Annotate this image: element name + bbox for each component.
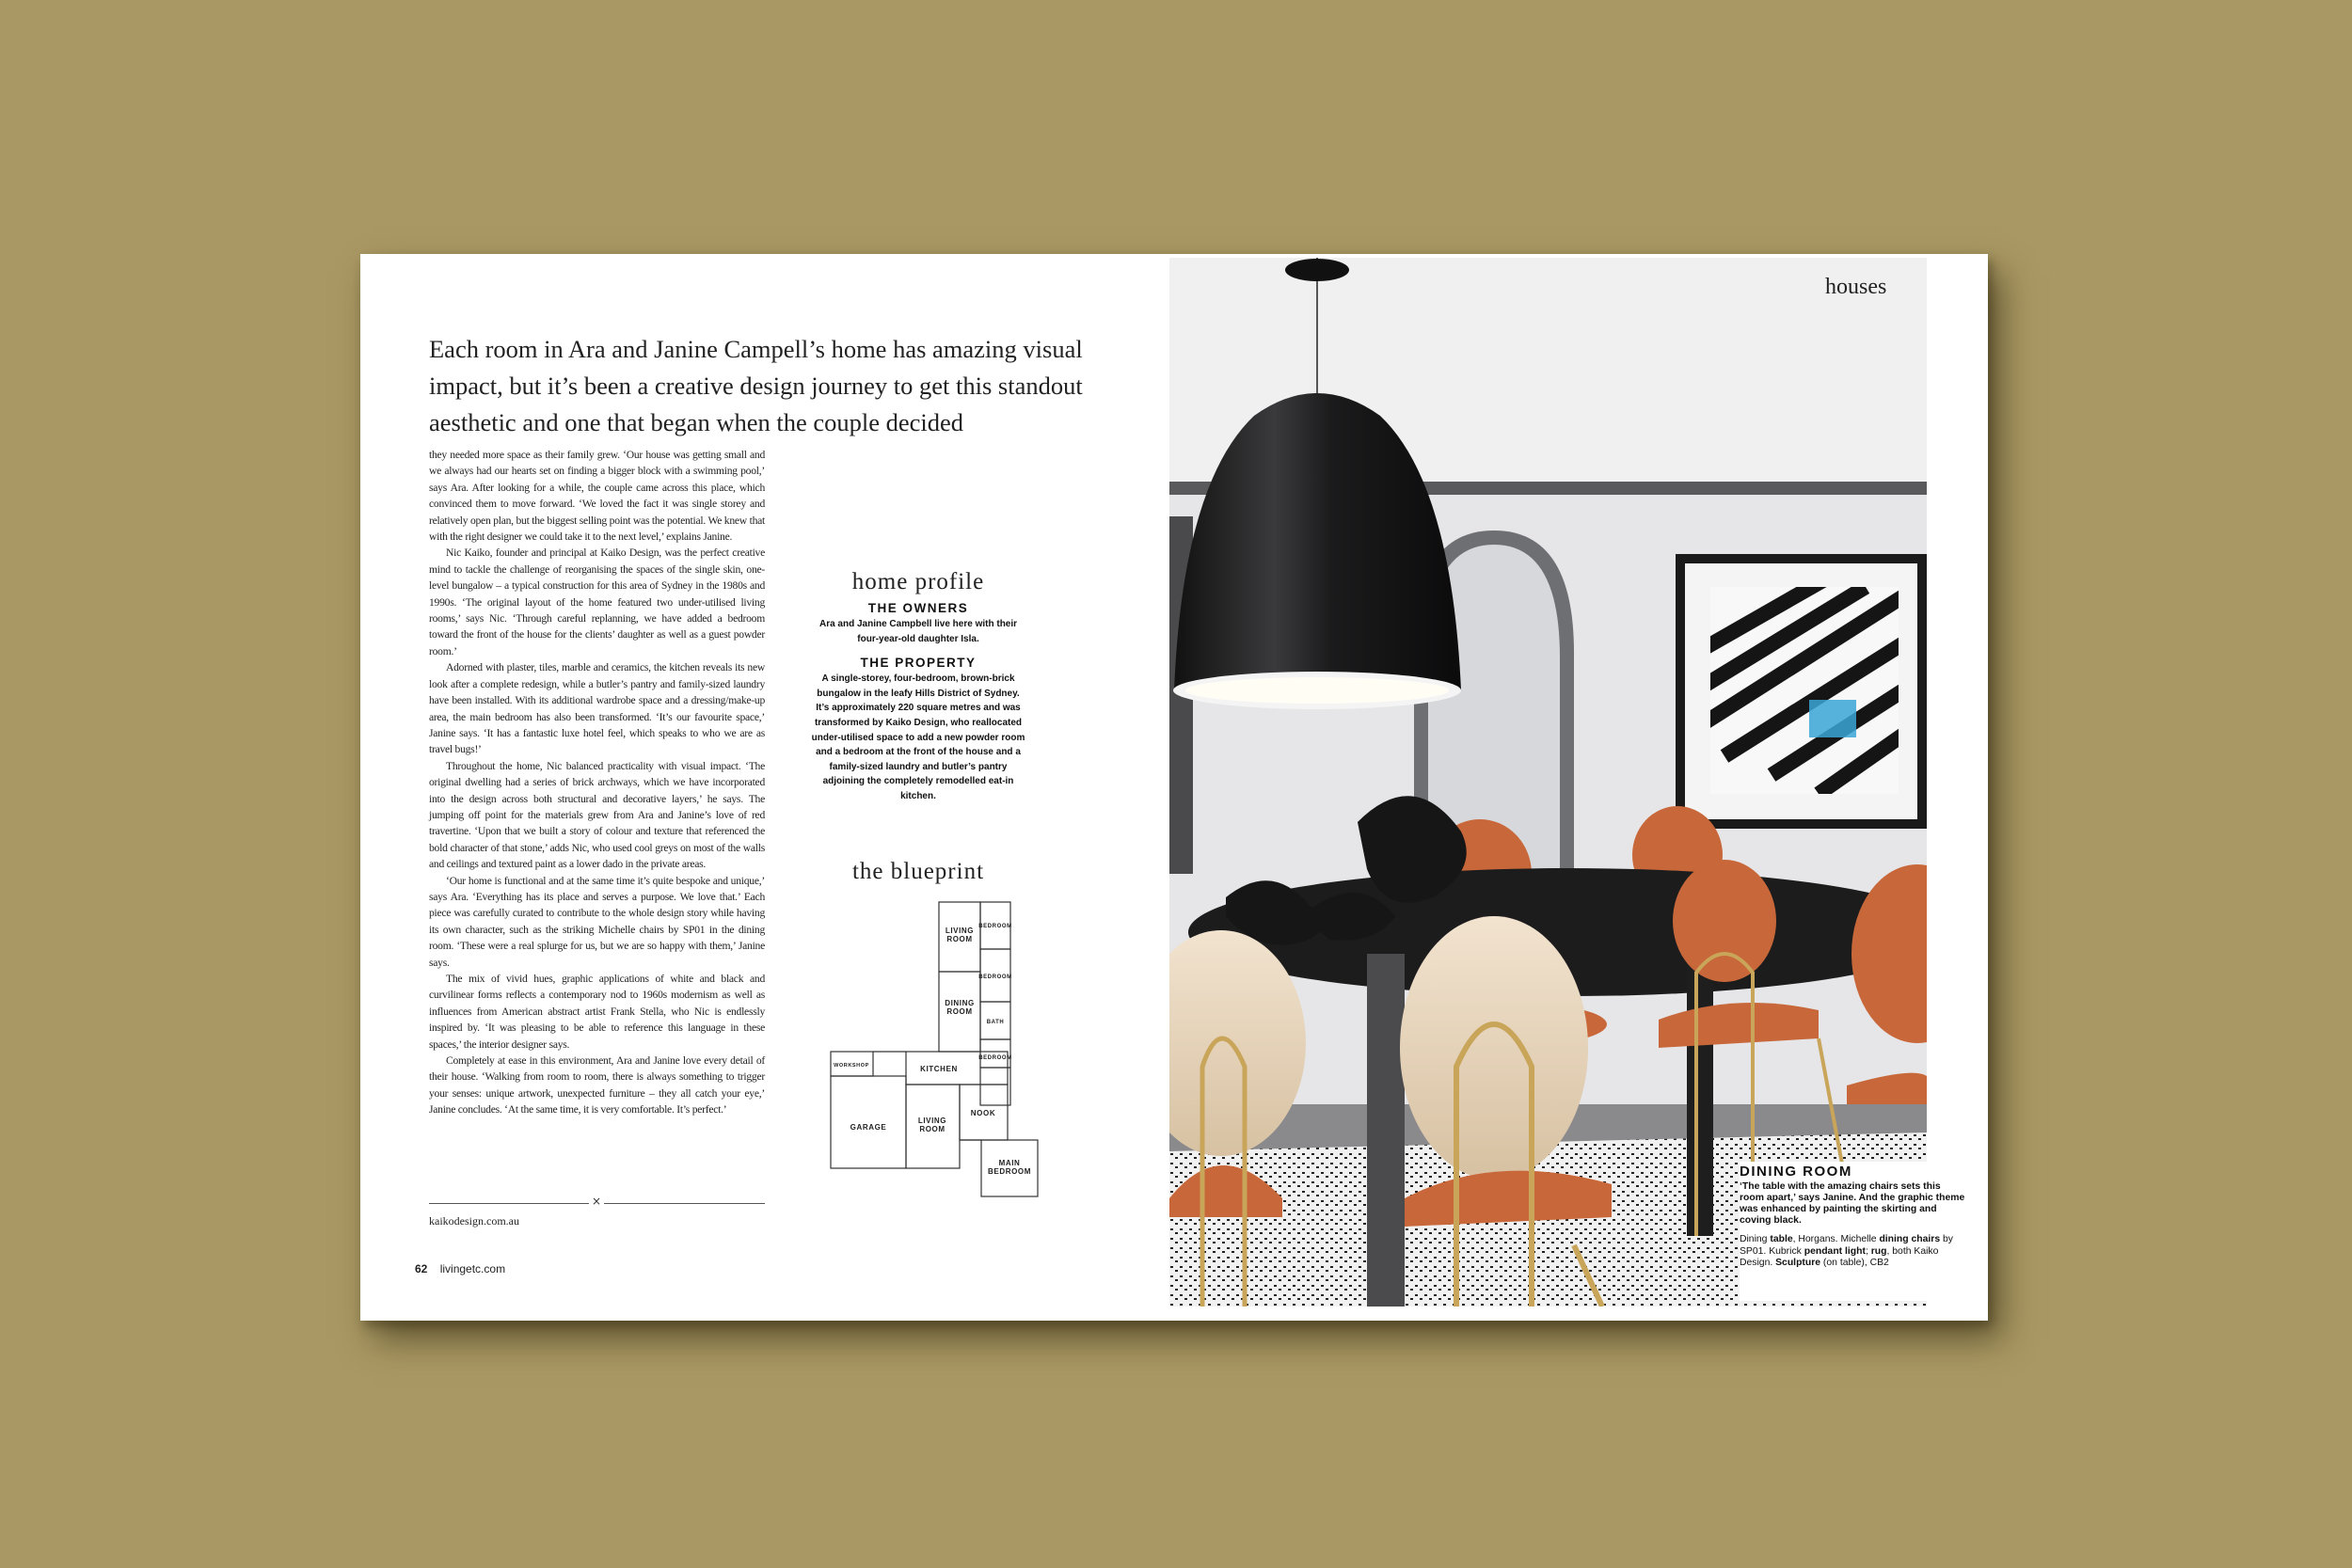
fp-label-nook: NOOK	[970, 1109, 996, 1117]
fp-label-bath: BATH	[986, 1020, 1005, 1025]
magazine-website[interactable]: livingetc.com	[439, 1262, 506, 1275]
intro-paragraph: Each room in Ara and Janine Campell’s home has amazing visual impact, but it’s been a creative design journey to get this standout aesthetic and one that began when the couple decided	[429, 335, 1083, 436]
credit-segment: , Horgans. Michelle	[1792, 1234, 1880, 1244]
credit-segment: table	[1770, 1234, 1793, 1244]
credit-segment: by SP01. Kubrick	[1740, 1234, 1953, 1257]
credit-segment: , both Kaiko Design.	[1740, 1245, 1939, 1269]
photo-caption	[1740, 1164, 1965, 1270]
credit-segment: pendant light	[1804, 1245, 1866, 1257]
credit-segment: rug	[1870, 1245, 1887, 1257]
body-paragraph: Throughout the home, Nic balanced practicality with visual impact. ‘The original dwelling had a series of brick archways, which we have incorporated into the design across both structural and decorative layers,’ he says. The jumping off point for the materials grew from Ara and Janine’s love of red travertine. ‘Upon that we built a story of colour and texture that referenced the bold character of that stone,’ adds Nic, who used cool greys on most of the walls and ceilings and textured paint as a lower dado in the private areas.	[429, 759, 765, 871]
fp-label-workshop: WORKSHOP	[834, 1063, 869, 1069]
body-paragraph: Adorned with plaster, tiles, marble and ceramics, the kitchen reveals its new look after a complete redesign, while a butler’s pantry and family-sized laundry have been installed. With its additional wardrobe space and a dressing/make-up area, the main bedroom has also been transformed. ‘It’s our favourite space,’ Janine says. ‘It has a fantastic luxe hotel feel, which speaks to who we are as travel bugs!’	[429, 661, 765, 756]
home-profile-box	[810, 569, 1026, 814]
body-paragraph: ‘Our home is functional and at the same time it’s quite bespoke and unique,’ says Ara. ‘Everything has its place and serves a purpose. We love that.’ Each piece was carefully curated to contribute to the whole design story while having its own character, such as the striking Michelle chairs by SP01 in the dining room. ‘These were a real splurge for us, but we are so happy with them,’ Janine says.	[429, 874, 765, 969]
fp-label-dining: DINING ROOM	[945, 999, 975, 1016]
fp-label-living-1: LIVING ROOM	[945, 927, 975, 943]
credit-segment: ;	[1865, 1245, 1871, 1257]
body-paragraph: Completely at ease in this environment, Ara and Janine love every detail of their house. ‘Walking from room to room, there is always something to trigger your senses: unique artwork, unexpected furniture – they all catch your eye,’ Janine concludes. ‘At the same time, it is very comfortable. It’s perfect.’	[429, 1054, 765, 1117]
section-tag: houses	[1825, 275, 1887, 299]
body-text-column	[429, 447, 765, 1118]
magazine-spread	[360, 254, 1988, 1321]
designer-website[interactable]: kaikodesign.com.au	[429, 1214, 519, 1227]
page-number: 62	[415, 1262, 428, 1275]
body-paragraph: Nic Kaiko, founder and principal at Kaiko Design, was the perfect creative mind to tackle the challenge of reorganising the spaces of the single skin, one-level bungalow – a typical construction for this area of Sydney in the 1980s and 1990s. ‘The original layout of the home featured two under-utilised living rooms,’ says Nic. ‘Through careful replanning, we have added a bedroom toward the front of the house for the clients’ daughter as well as a guest powder room.’	[429, 546, 765, 657]
fp-label-garage: GARAGE	[850, 1123, 887, 1132]
blueprint-title: the blueprint	[851, 859, 985, 884]
fp-label-living-2: LIVING ROOM	[917, 1117, 947, 1133]
caption-quote: ‘The table with the amazing chairs sets this room apart,’ says Janine. And the graphic theme was enhanced by painting the skirting and coving black.	[1740, 1181, 1965, 1226]
credit-segment: Dining	[1740, 1234, 1771, 1244]
page-folio	[415, 1262, 505, 1275]
end-mark-icon: ×	[589, 1195, 604, 1208]
caption-heading: DINING ROOM	[1740, 1164, 1852, 1180]
body-paragraph: they needed more space as their family grew. ‘Our house was getting small and we always had our hearts set on finding a bigger block with a swimming pool,’ says Ara. After looking for a while, the couple came across this place, which convinced them to move forward. ‘We loved the fact it was single storey and relatively open plan, but the biggest selling point was the potential. We knew that with the right designer we could take it to the next level,’ explains Janine.	[429, 449, 765, 544]
property-text: A single-storey, four-bedroom, brown-brick bungalow in the leafy Hills District of Sydney. It’s approximately 220 square metres and was transformed by Kaiko Design, who reallocated under-utilised space to add a new powder room and a bedroom at the front of the house and a family-sized laundry and butler’s pantry adjoining the completely remodelled eat-in kitchen.	[811, 673, 1025, 801]
property-heading: THE PROPERTY	[860, 656, 977, 671]
fp-label-bedroom-3: BEDROOM	[978, 1055, 1012, 1061]
fp-label-bedroom-1: BEDROOM	[978, 924, 1012, 929]
credit-segment: Sculpture	[1775, 1258, 1821, 1269]
fp-label-main-bedroom: MAIN BEDROOM	[988, 1159, 1031, 1176]
owners-text: Ara and Janine Campbell live here with their four-year-old daughter Isla.	[818, 619, 1018, 644]
home-profile-title: home profile	[851, 569, 985, 594]
fp-label-bedroom-2: BEDROOM	[978, 974, 1012, 980]
fp-label-kitchen: KITCHEN	[920, 1065, 958, 1073]
floor-plan	[826, 897, 1061, 1203]
credit-segment: (on table), CB2	[1820, 1258, 1889, 1269]
caption-credits	[1740, 1234, 1965, 1270]
body-paragraph: The mix of vivid hues, graphic applications of white and black and curvilinear forms reflects a contemporary nod to 1960s modernism as well as influences from American abstract artist Frank Stella, who Nic is endlessly inspired by. ‘It was pleasing to be able to reference this language in these spaces,’ the interior designer says.	[429, 973, 765, 1051]
dining-room-photo	[1169, 258, 1927, 1307]
credit-segment: dining chairs	[1879, 1234, 1941, 1244]
owners-heading: THE OWNERS	[867, 601, 969, 615]
